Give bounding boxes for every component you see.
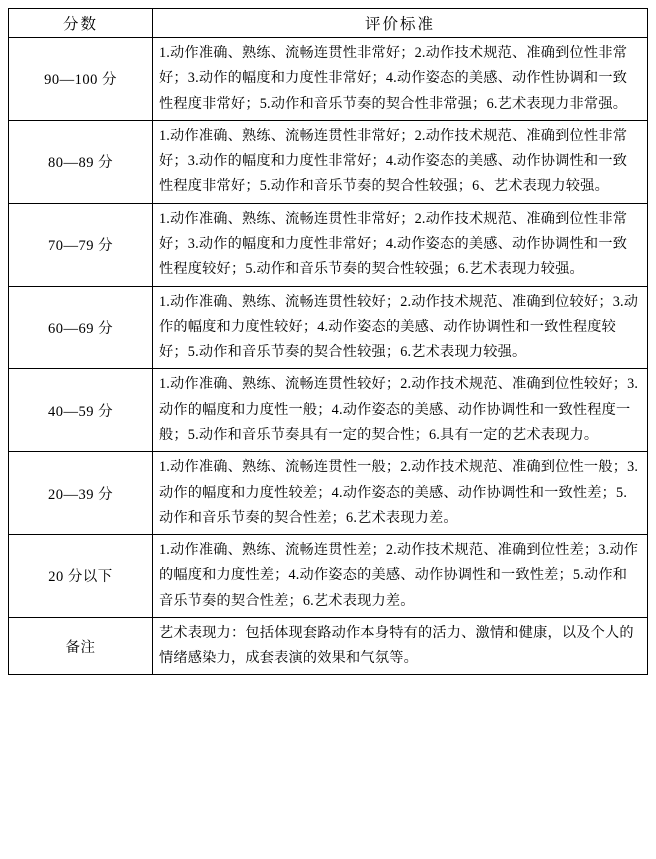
table-row [9,535,648,618]
table-row [9,203,648,286]
column-header-score: 分数 [9,9,153,38]
table-row [9,286,648,369]
criteria-text: 1.动作准确、熟练、流畅连贯性非常好；2.动作技术规范、准确到位性非常好；3.动作的幅度和力度性非常好；4.动作姿态的美感、动作协调性和一致性程度非常好；5.动作和音乐节奏的契合性较强；6、艺术表现力较强。 [153,120,648,203]
footnote-text: 艺术表现力：包括体现套路动作本身特有的活力、激情和健康，以及个人的情绪感染力，成套表演的效果和气氛等。 [153,617,648,675]
score-range: 60—69 分 [9,286,153,369]
column-header-criteria: 评价标准 [153,9,648,38]
table-row [9,38,648,121]
footnote-label: 备注 [9,617,153,675]
score-range: 80—89 分 [9,120,153,203]
criteria-text: 1.动作准确、熟练、流畅连贯性非常好；2.动作技术规范、准确到位性非常好；3.动作的幅度和力度性非常好；4.动作姿态的美感、动作协调性和一致性程度较好；5.动作和音乐节奏的契合性较强；6.艺术表现力较强。 [153,203,648,286]
criteria-text: 1.动作准确、熟练、流畅连贯性差；2.动作技术规范、准确到位性差；3.动作的幅度和力度性差；4.动作姿态的美感、动作协调性和一致性差；5.动作和音乐节奏的契合性差；6.艺术表现力差。 [153,535,648,618]
score-range: 70—79 分 [9,203,153,286]
score-range: 20—39 分 [9,452,153,535]
table-footer-row [9,617,648,675]
table-row [9,120,648,203]
criteria-text: 1.动作准确、熟练、流畅连贯性非常好；2.动作技术规范、准确到位性非常好；3.动作的幅度和力度性非常好；4.动作姿态的美感、动作性协调和一致性程度非常好；5.动作和音乐节奏的契合性非常强；6.艺术表现力非常强。 [153,38,648,121]
criteria-text: 1.动作准确、熟练、流畅连贯性较好；2.动作技术规范、准确到位较好；3.动作的幅度和力度性较好；4.动作姿态的美感、动作协调性和一致性程度较好；5.动作和音乐节奏的契合性较强；6.艺术表现力较强。 [153,286,648,369]
table-row [9,452,648,535]
score-range: 20 分以下 [9,535,153,618]
table-header-row [9,9,648,38]
criteria-text: 1.动作准确、熟练、流畅连贯性较好；2.动作技术规范、准确到位性较好；3.动作的幅度和力度性一般；4.动作姿态的美感、动作协调性和一致性程度一般；5.动作和音乐节奏具有一定的契合性；6.具有一定的艺术表现力。 [153,369,648,452]
table-row [9,369,648,452]
score-range: 90—100 分 [9,38,153,121]
score-range: 40—59 分 [9,369,153,452]
criteria-text: 1.动作准确、熟练、流畅连贯性一般；2.动作技术规范、准确到位性一般；3.动作的幅度和力度性较差；4.动作姿态的美感、动作协调性和一致性差；5.动作和音乐节奏的契合性差；6.艺术表现力差。 [153,452,648,535]
scoring-rubric-table [8,8,648,675]
